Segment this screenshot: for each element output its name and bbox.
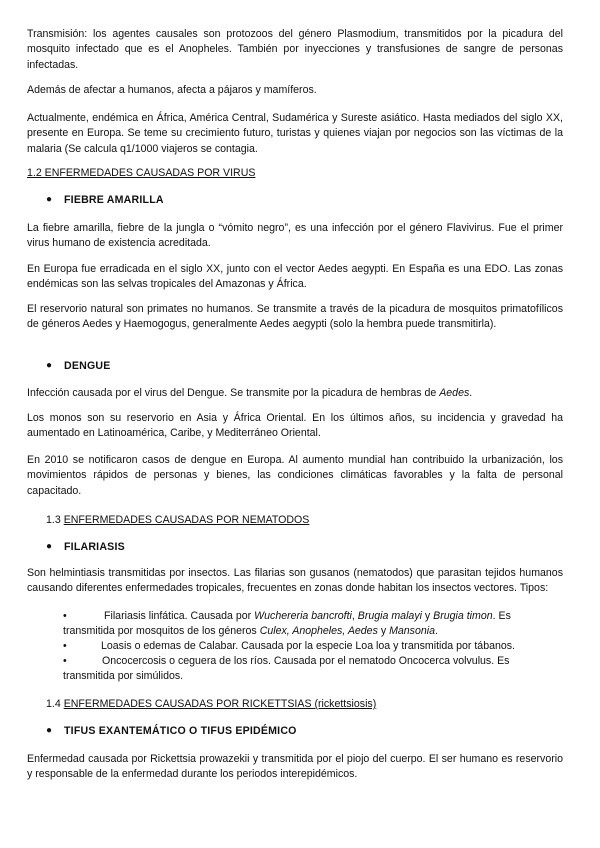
paragraph-dengue-1: Infección causada por el virus del Dengue. Se transmite por la picadura de hembras de Aedes. (27, 387, 473, 399)
section-heading-virus: 1.2 ENFERMEDADES CAUSADAS POR VIRUS (27, 167, 256, 179)
list-bullet-icon: • (63, 640, 67, 652)
paragraph-tifus: Enfermedad causada por Rickettsia prowazekii y transmitida por el piojo del cuerpo. El ser humano es reservorio y responsable de la enfermedad durante los periodos interepidémicos. (27, 753, 563, 781)
paragraph-fiebre-1: La fiebre amarilla, fiebre de la jungla o “vómito negro”, es una infección por el género Flavivirus. Fue el primer virus humano de existencia acreditada. (27, 222, 563, 250)
paragraph-dengue-3: En 2010 se notificaron casos de dengue en Europa. Al aumento mundial han contribuido la urbanización, los movimientos rápidos de personas y bienes, las condiciones climáticas favorables y la falta de personal capacitado. (27, 454, 563, 497)
list-item-filariasis-linfatica-cont: transmitida por mosquitos de los géneros Culex, Anopheles, Aedes y Mansonia. (63, 625, 438, 637)
bullet-icon: ● (46, 541, 53, 552)
list-item-oncocercosis: Oncocercosis o ceguera de los ríos. Causada por el nematodo Oncocerca volvulus. Es (102, 655, 510, 667)
bullet-icon: ● (46, 725, 53, 736)
list-bullet-icon: • (63, 610, 67, 622)
section-heading-rickettsias: 1.4 ENFERMEDADES CAUSADAS POR RICKETTSIAS (rickettsiosis) (46, 698, 377, 710)
paragraph-dengue-2: Los monos son su reservorio en Asia y África Oriental. En los últimos años, su incidencia y gravedad ha aumentado en Latinoamérica, Caribe, y Mediterráneo Oriental. (27, 412, 563, 440)
list-item-filariasis-linfatica: Filariasis linfática. Causada por Wuchereria bancrofti, Brugia malayi y Brugia timon. Es (104, 610, 511, 622)
list-item-oncocercosis-cont: transmitida por simúlidos. (63, 670, 184, 682)
paragraph-fiebre-3: El reservorio natural son primates no humanos. Se transmite a través de la picadura de mosquitos primatofílicos de géneros Aedes y Haemogogus, generalmente Aedes aegypti (solo la hembra puede transmitirla). (27, 303, 563, 331)
bullet-icon: ● (46, 360, 53, 371)
paragraph-transmision: Transmisión: los agentes causales son protozoos del género Plasmodium, transmitidos por la picadura del mosquito infectado que es el Anopheles. También por inyecciones y transfusiones de sangre de personas infectadas. (27, 28, 563, 71)
paragraph-actual: Actualmente, endémica en África, América Central, Sudamérica y Sureste asiático. Hasta mediados del siglo XX, presente en Europa. Se teme su crecimiento futuro, turistas y quienes viajan por negocios son las víctimas de la malaria (Se calcula q1/1000 viajeros se contagia. (27, 112, 563, 155)
heading-dengue: DENGUE (64, 360, 111, 372)
list-item-loasis: Loasis o edemas de Calabar. Causada por la especie Loa loa y transmitida por tábanos. (101, 640, 515, 652)
heading-filariasis: FILARIASIS (64, 541, 125, 553)
paragraph-filariasis: Son helmintiasis transmitidas por insectos. Las filarias son gusanos (nematodos) que parasitan tejidos humanos causando diferentes enfermedades tropicales, frecuentes en zonas donde habitan los insectos vectores. Tipos: (27, 567, 563, 595)
paragraph-aves: Además de afectar a humanos, afecta a pájaros y mamíferos. (27, 84, 317, 96)
heading-fiebre-amarilla: FIEBRE AMARILLA (64, 194, 164, 206)
section-heading-nematodos: 1.3 ENFERMEDADES CAUSADAS POR NEMATODOS (46, 514, 310, 526)
list-bullet-icon: • (63, 655, 67, 667)
paragraph-fiebre-2: En Europa fue erradicada en el siglo XX, junto con el vector Aedes aegypti. En España es una EDO. Las zonas endémicas son las selvas tropicales del Amazonas y África. (27, 263, 563, 291)
heading-tifus: TIFUS EXANTEMÁTICO O TIFUS EPIDÉMICO (64, 725, 297, 737)
bullet-icon: ● (46, 194, 53, 205)
